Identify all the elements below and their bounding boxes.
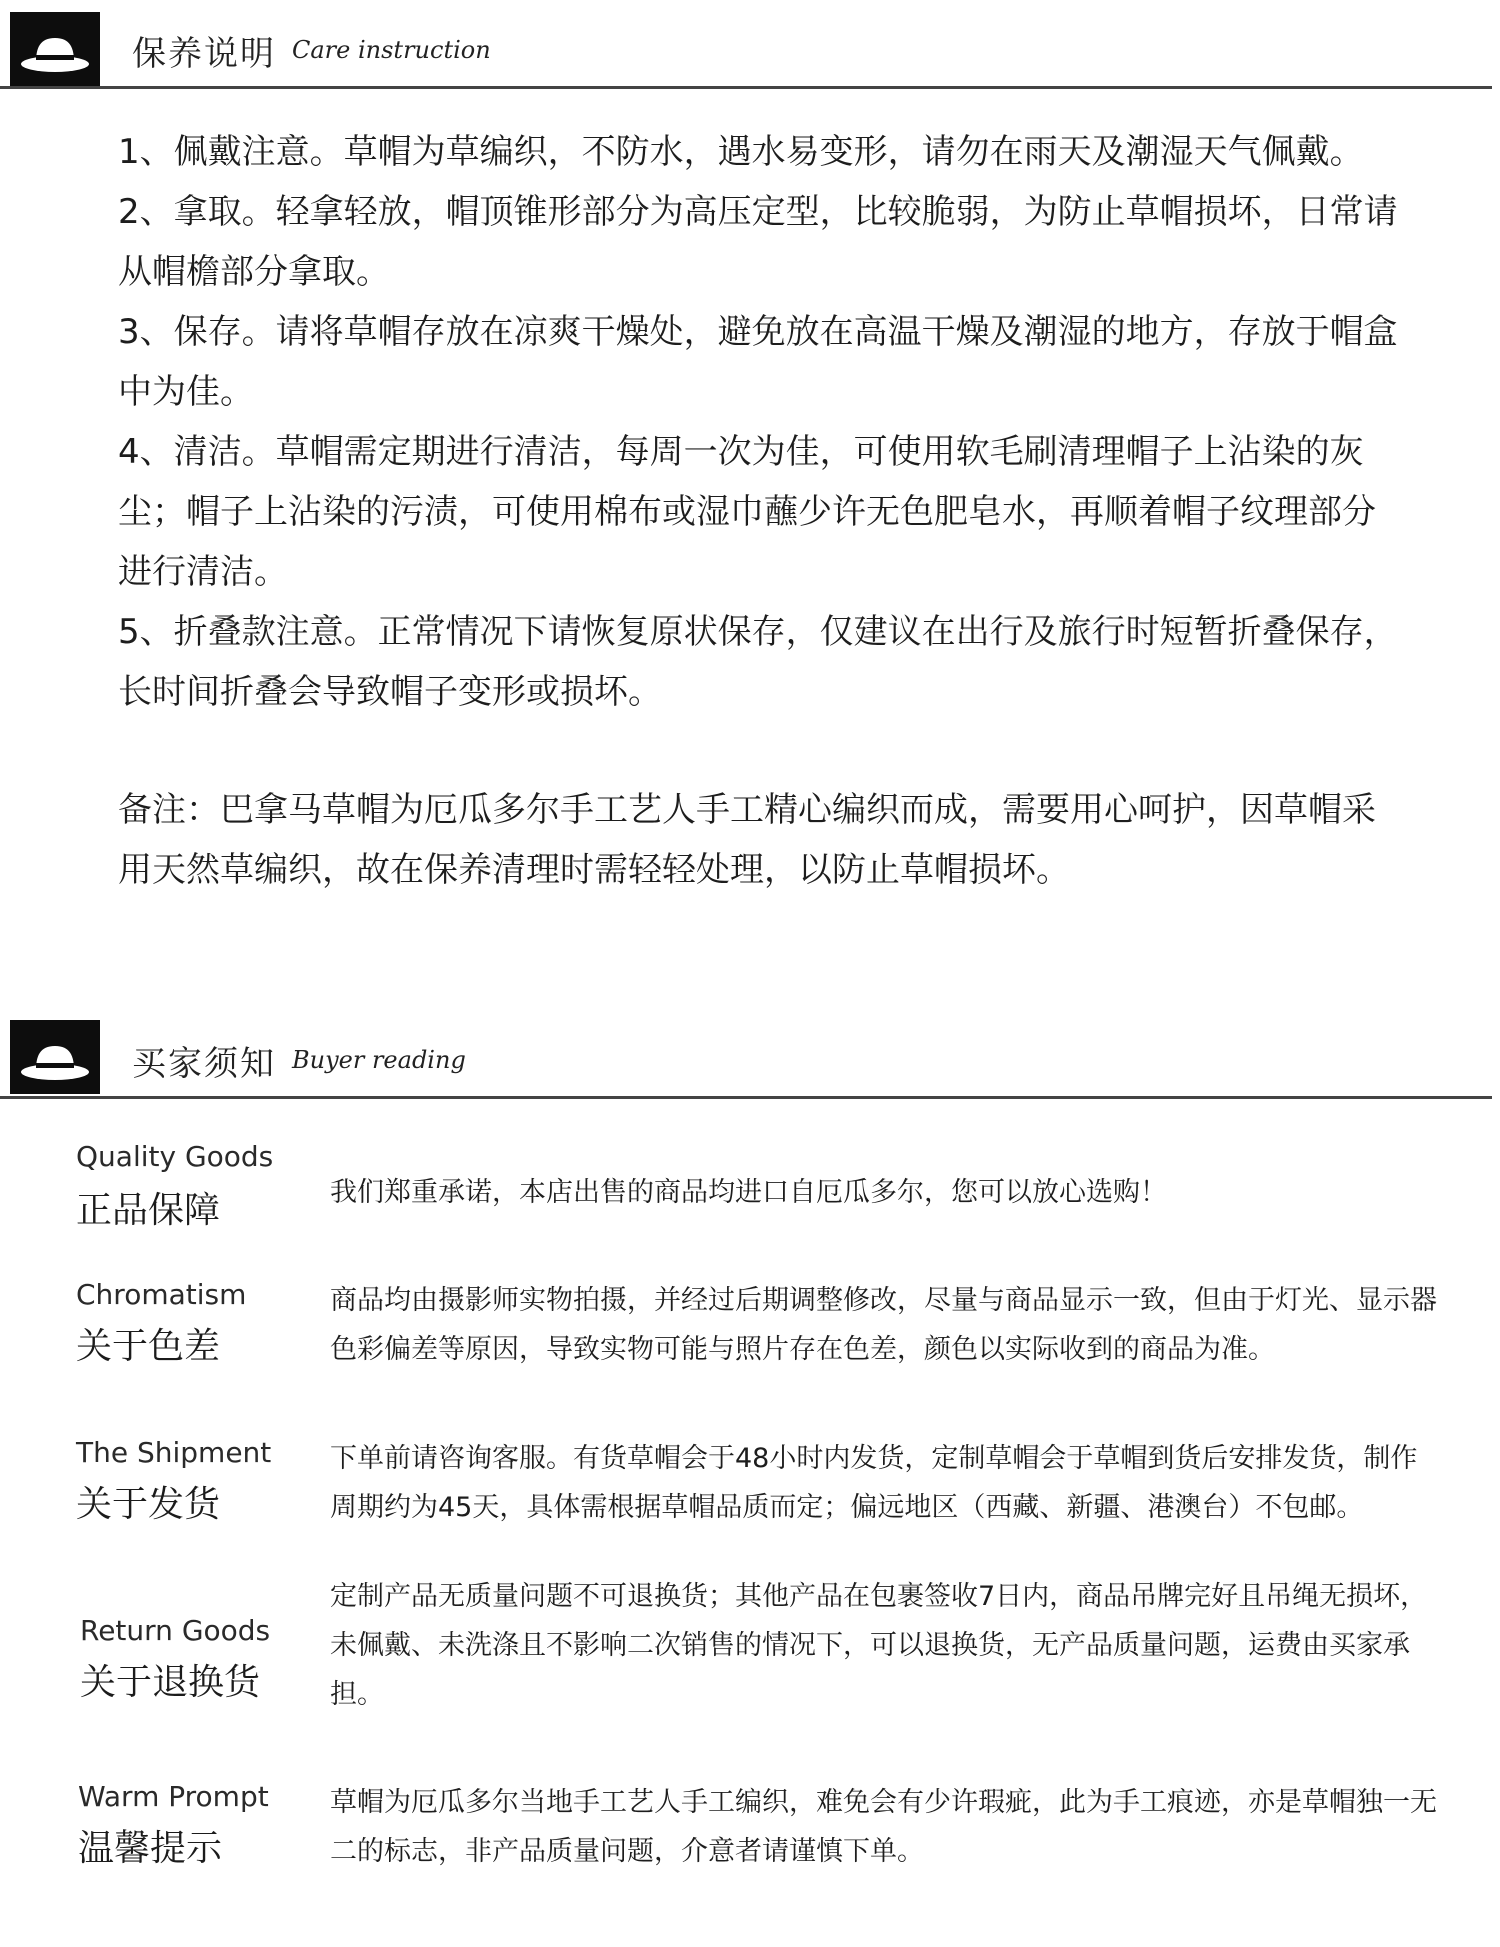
hat-icon: [10, 1020, 100, 1094]
row-label-en: Chromatism: [76, 1278, 247, 1311]
care-item: 4、清洁。草帽需定期进行清洁，每周一次为佳，可使用软毛刷清理帽子上沾染的灰尘；帽子上沾染的污渍，可使用棉布或湿巾蘸少许无色肥皂水，再顺着帽子纹理部分进行清洁。: [118, 432, 1376, 592]
row-label-cn: 正品保障: [76, 1190, 221, 1231]
divider-line: [0, 86, 1492, 89]
row-text: 下单前请咨询客服。有货草帽会于48小时内发货，定制草帽会于草帽到货后安排发货，制作周期约为45天，具体需根据草帽品质而定；偏远地区（西藏、新疆、港澳台）不包邮。: [330, 1443, 1418, 1523]
hat-icon: [10, 12, 100, 86]
care-section-header: [0, 0, 1500, 100]
row-text: 商品均由摄影师实物拍摄，并经过后期调整修改，尽量与商品显示一致，但由于灯光、显示器色彩偏差等原因，导致实物可能与照片存在色差，颜色以实际收到的商品为准。: [330, 1285, 1437, 1365]
row-label-cn: 关于色差: [76, 1326, 221, 1367]
care-title-en: Care instruction: [292, 36, 491, 64]
care-note: 备注：巴拿马草帽为厄瓜多尔手工艺人手工精心编织而成，需要用心呵护，因草帽采用天然草编织，故在保养清理时需轻轻处理，以防止草帽损坏。: [118, 790, 1376, 890]
row-label-cn: 关于发货: [76, 1484, 221, 1525]
care-item: 5、折叠款注意。正常情况下请恢复原状保存，仅建议在出行及旅行时短暂折叠保存，长时间折叠会导致帽子变形或损坏。: [118, 612, 1398, 712]
care-title-cn: 保养说明: [132, 34, 276, 74]
care-instructions: [118, 122, 1398, 900]
row-label-en: Return Goods: [80, 1614, 271, 1647]
row-label-cn: 关于退换货: [80, 1662, 261, 1703]
care-item: 2、拿取。轻拿轻放，帽顶锥形部分为高压定型，比较脆弱，为防止草帽损坏，日常请从帽檐部分拿取。: [118, 192, 1398, 292]
row-text: 定制产品无质量问题不可退换货；其他产品在包裹签收7日内，商品吊牌完好且吊绳无损坏，未佩戴、未洗涤且不影响二次销售的情况下，可以退换货，无产品质量问题，运费由买家承担。: [330, 1581, 1428, 1710]
row-text: 我们郑重承诺，本店出售的商品均进口自厄瓜多尔，您可以放心选购！: [330, 1177, 1167, 1208]
buyer-section-header: [0, 1010, 1500, 1110]
row-text: 草帽为厄瓜多尔当地手工艺人手工编织，难免会有少许瑕疵，此为手工痕迹，亦是草帽独一无二的标志，非产品质量问题，介意者请谨慎下单。: [330, 1787, 1437, 1867]
row-label-en: Warm Prompt: [78, 1780, 269, 1813]
buyer-title-cn: 买家须知: [132, 1044, 276, 1084]
buyer-title-en: Buyer reading: [292, 1046, 466, 1074]
care-item: 1、佩戴注意。草帽为草编织，不防水，遇水易变形，请勿在雨天及潮湿天气佩戴。: [118, 132, 1364, 172]
divider-line: [0, 1096, 1492, 1099]
care-item: 3、保存。请将草帽存放在凉爽干燥处，避免放在高温干燥及潮湿的地方，存放于帽盒中为佳。: [118, 312, 1398, 412]
row-label-en: The Shipment: [76, 1436, 272, 1469]
row-label-en: Quality Goods: [76, 1140, 274, 1173]
row-label-cn: 温馨提示: [78, 1828, 223, 1869]
